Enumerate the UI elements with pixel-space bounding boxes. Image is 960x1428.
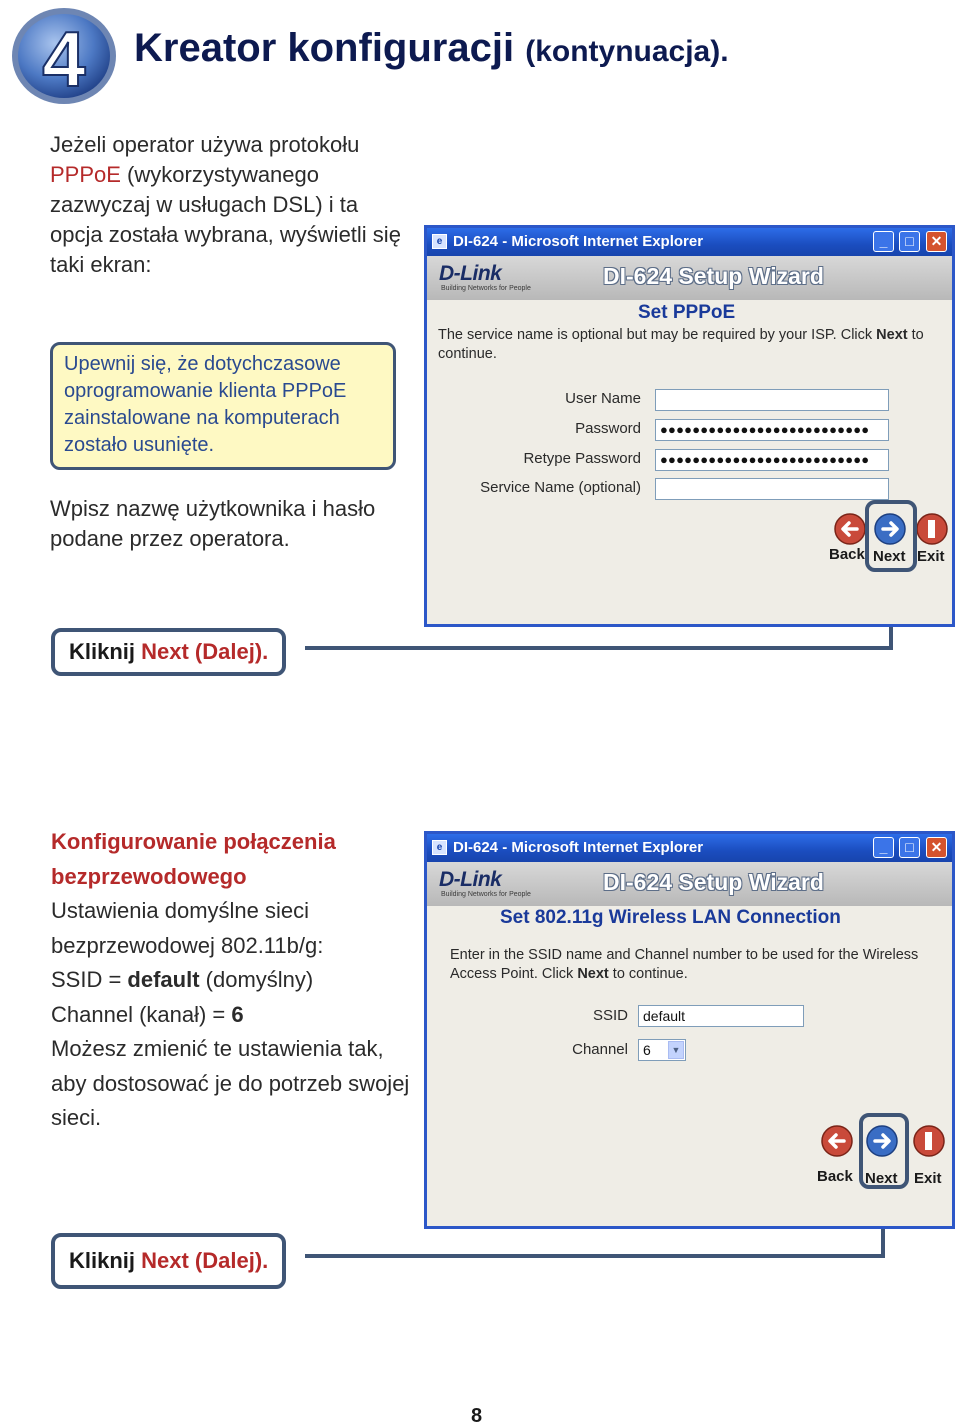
service-name-input[interactable] — [655, 478, 889, 500]
ie-app-icon-2: e — [432, 840, 447, 855]
page-title-sub: (kontynuacja). — [525, 35, 729, 68]
ssid-input[interactable]: default — [638, 1005, 804, 1027]
click-next-callout-1: Kliknij Next (Dalej). — [51, 628, 286, 676]
wireless-default-line: Ustawienia domyślne sieci bezprzewodowej 802.11b/g: — [51, 898, 324, 958]
exit-label: Exit — [917, 548, 945, 565]
pppoe-term: PPPoE — [50, 162, 121, 187]
maximize-icon-2[interactable]: □ — [899, 837, 920, 858]
maximize-icon[interactable]: □ — [899, 231, 920, 252]
minimize-icon-2[interactable]: _ — [873, 837, 894, 858]
note-box — [50, 342, 396, 470]
retype-password-label: Retype Password — [523, 450, 641, 467]
close-icon-2[interactable]: ✕ — [926, 837, 947, 858]
back-arrow-icon-2[interactable] — [820, 1124, 854, 1158]
dlink-header-bar-2 — [427, 862, 952, 906]
channel-label: Channel — [572, 1041, 628, 1058]
page-title-main: Kreator konfiguracji — [134, 26, 515, 70]
user-name-input[interactable] — [655, 389, 889, 411]
dlink-tagline: Building Networks for People — [441, 285, 531, 292]
callout-connector-2 — [305, 1254, 885, 1258]
username-instruction-text: Wpisz nazwę użytkownika i hasło podane przez operatora. — [50, 496, 376, 551]
page-number: 8 — [471, 1405, 483, 1427]
back-arrow-icon[interactable] — [833, 512, 867, 546]
click-next-callout-2: Kliknij Next (Dalej). — [51, 1233, 286, 1289]
dlink-tagline-2: Building Networks for People — [441, 891, 531, 898]
next-highlight — [865, 500, 917, 572]
wireless-description: Enter in the SSID name and Channel number to be used for the Wireless Access Point. Click Next to continue. — [450, 947, 919, 982]
back-label-2: Back — [817, 1168, 853, 1185]
channel-select[interactable]: 6 ▼ — [638, 1039, 686, 1061]
page-title — [134, 26, 729, 71]
step-number-badge — [10, 6, 118, 106]
wireless-heading: Konfigurowanie połączenia bezprzewodowego — [51, 829, 336, 889]
setup-wizard-title: DI-624 Setup Wizard — [603, 263, 824, 289]
chevron-down-icon[interactable]: ▼ — [668, 1041, 684, 1059]
note-text: Upewnij się, że dotychczasowe oprogramowanie klienta PPPoE zainstalowane na komputerach zostało usunięte. — [64, 353, 347, 456]
next-highlight-2 — [859, 1113, 909, 1189]
pppoe-intro-text: Jeżeli operator używa protokołu PPPoE (wykorzystywanego zazwyczaj w usługach DSL) i ta opcja została wybrana, wyświetli się taki ekran: — [50, 132, 401, 277]
ie-titlebar: e DI-624 - Microsoft Internet Explorer _ □ ✕ — [427, 228, 952, 256]
ssid-line: SSID = default (domyślny) — [51, 967, 314, 992]
set-wireless-heading: Set 802.11g Wireless LAN Connection — [500, 907, 841, 928]
ssid-label: SSID — [592, 1007, 628, 1024]
next-label-2: Next — [865, 1170, 898, 1187]
exit-icon-2[interactable] — [912, 1124, 946, 1158]
svg-text:4: 4 — [42, 15, 86, 103]
channel-line: Channel (kanał) = 6 — [51, 1001, 244, 1027]
password-input[interactable]: ●●●●●●●●●●●●●●●●●●●●●●●●●● — [655, 419, 889, 441]
exit-label-2: Exit — [914, 1170, 942, 1187]
minimize-icon[interactable]: _ — [873, 231, 894, 252]
next-label: Next — [873, 548, 906, 565]
ie-window-pppoe — [424, 225, 955, 627]
dlink-logo-2: D-Link — [439, 868, 502, 891]
dlink-header-bar — [427, 256, 952, 300]
ie-app-icon: e — [432, 234, 447, 249]
ie-titlebar-2: e DI-624 - Microsoft Internet Explorer _ □ ✕ — [427, 834, 952, 862]
ie-window-wireless — [424, 831, 955, 1229]
set-pppoe-heading: Set PPPoE — [638, 302, 736, 323]
pppoe-description: The service name is optional but may be required by your ISP. Click Next to continue. — [438, 327, 924, 362]
ie-content — [427, 256, 952, 624]
password-label: Password — [575, 420, 641, 437]
close-icon[interactable]: ✕ — [926, 231, 947, 252]
callout-connector-1 — [305, 646, 893, 650]
retype-password-input[interactable]: ●●●●●●●●●●●●●●●●●●●●●●●●●● — [655, 449, 889, 471]
ie-content-2 — [427, 862, 952, 1226]
wireless-config-text — [51, 825, 411, 1136]
change-settings-line: Możesz zmienić te ustawienia tak, aby dostosować je do potrzeb swojej sieci. — [51, 1036, 410, 1130]
back-label: Back — [829, 546, 865, 563]
setup-wizard-title-2: DI-624 Setup Wizard — [603, 869, 824, 895]
service-name-label: Service Name (optional) — [480, 479, 641, 496]
dlink-logo: D-Link — [439, 262, 502, 285]
exit-icon[interactable] — [915, 512, 949, 546]
user-name-label: User Name — [565, 390, 641, 407]
